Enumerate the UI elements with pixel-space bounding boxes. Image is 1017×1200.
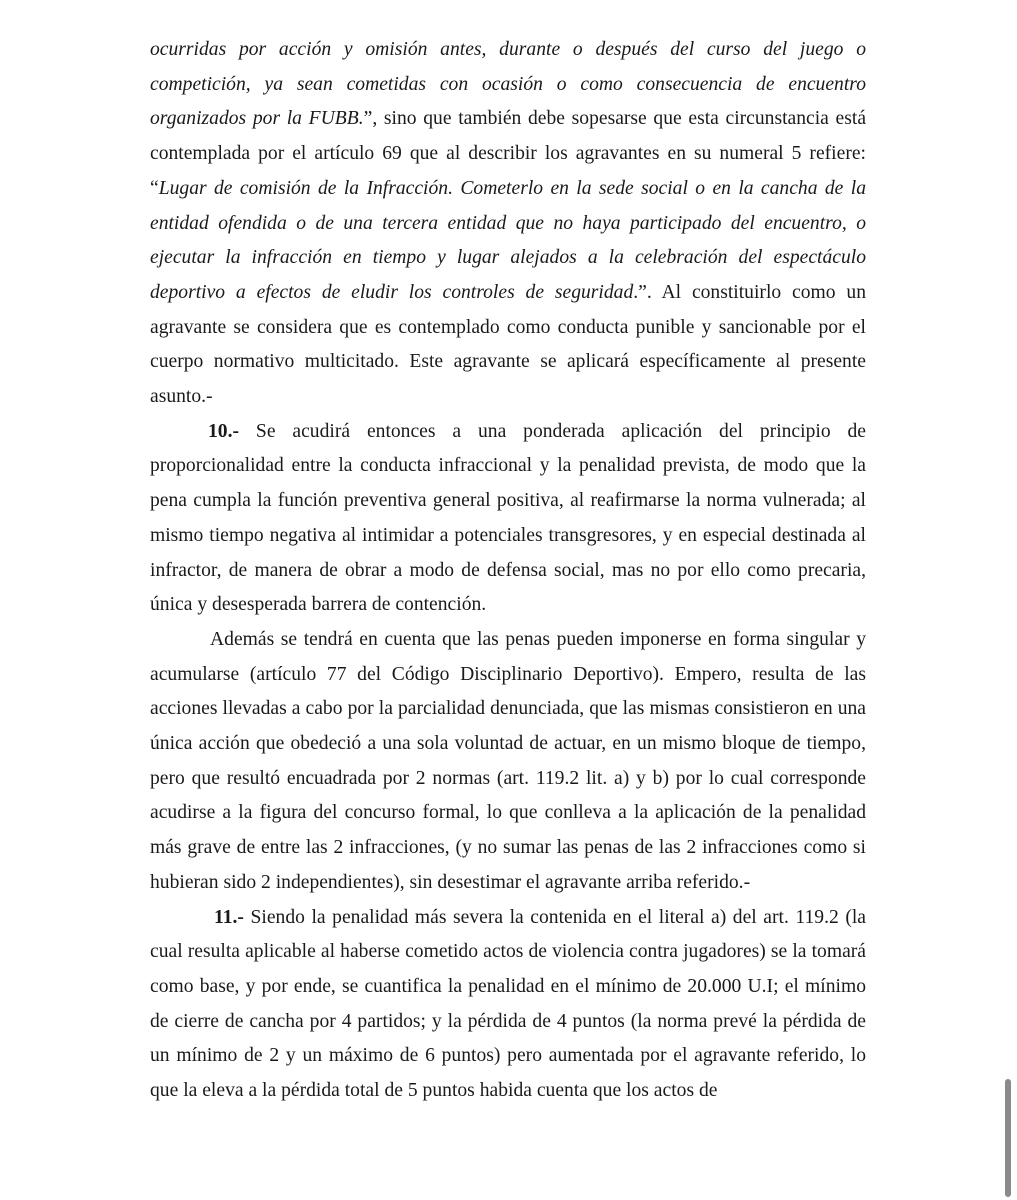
paragraph-concurso-formal — [150, 623, 866, 901]
paragraph-number: 10.- — [208, 420, 240, 442]
paragraph-11 — [150, 901, 866, 1109]
quoted-text-scope: ocurridas por acción y omisión antes, durante o después del curso del juego o competición, ya sean cometidas con ocasión o como consecuencia de encuentro organizados por la FUBB. — [150, 39, 866, 130]
body-text: Además se tendrá en cuenta que las penas pueden imponerse en forma singular y acumularse (artículo 77 del Código Disciplinario Deportivo). Empero, resulta de las acciones llevadas a cabo por la parcialidad denunciada, que las mismas consistieron en una única acción que obedeció a una sola voluntad de actuar, en un mismo bloque de tiempo, pero que resultó encuadrada por 2 normas (art. 119.2 lit. a) y b) por lo cual corresponde acudirse a la figura del concurso formal, lo que conlleva a la aplicación de la penalidad más grave de entre las 2 infracciones, (y no sumar las penas de las 2 infracciones como si hubieran sido 2 independientes), sin desestimar el agravante arriba referido.- — [150, 628, 866, 893]
vertical-scrollbar[interactable] — [1005, 1079, 1011, 1197]
quoted-text-article-69: Lugar de comisión de la Infracción. Cometerlo en la sede social o en la cancha de la entidad ofendida o de una tercera entidad que no haya participado del encuentro, o ejecutar la infracción en tiempo y lugar alejados a la celebración del espectáculo deportivo a efectos de eludir los controles de seguridad — [150, 177, 866, 303]
paragraph-10 — [150, 415, 866, 623]
body-text: Se acudirá entonces a una ponderada aplicación del principio de proporcionalidad entre la conducta infraccional y la penalidad prevista, de modo que la pena cumpla la función preventiva general positiva, al reafirmarse la norma vulnerada; al mismo tiempo negativa al intimidar a potenciales transgresores, y en especial destinada al infractor, de manera de obrar a modo de defensa social, mas no por ello como precaria, única y desesperada barrera de contención. — [150, 420, 866, 616]
paragraph-aggravating-circumstance — [150, 33, 866, 415]
paragraph-number: 11.- — [214, 906, 244, 928]
body-text: Siendo la penalidad más severa la contenida en el literal a) del art. 119.2 (la cual resulta aplicable al haberse cometido actos de violencia contra jugadores) se la tomará como base, y por ende, se cuantifica la penalidad en el mínimo de 20.000 U.I; el mínimo de cierre de cancha por 4 partidos; y la pérdida de 4 puntos (la norma prevé la pérdida de un mínimo de 2 y un máximo de 6 puntos) pero aumentada por el agravante referido, lo que la eleva a la pérdida total de 5 puntos habida cuenta que los actos de — [150, 906, 866, 1102]
body-text: ”, sino que también debe sopesarse que esta circunstancia está contemplada por el artículo 69 que al describir los agravantes en su numeral 5 refiere: “ — [150, 108, 867, 199]
body-text: .”. Al constituirlo como un agravante se considera que es contemplado como conducta punible y sancionable por el cuerpo normativo multicitado. Este agravante se aplicará específicamente al presente asunto.- — [150, 281, 866, 408]
document-page — [150, 33, 866, 1109]
